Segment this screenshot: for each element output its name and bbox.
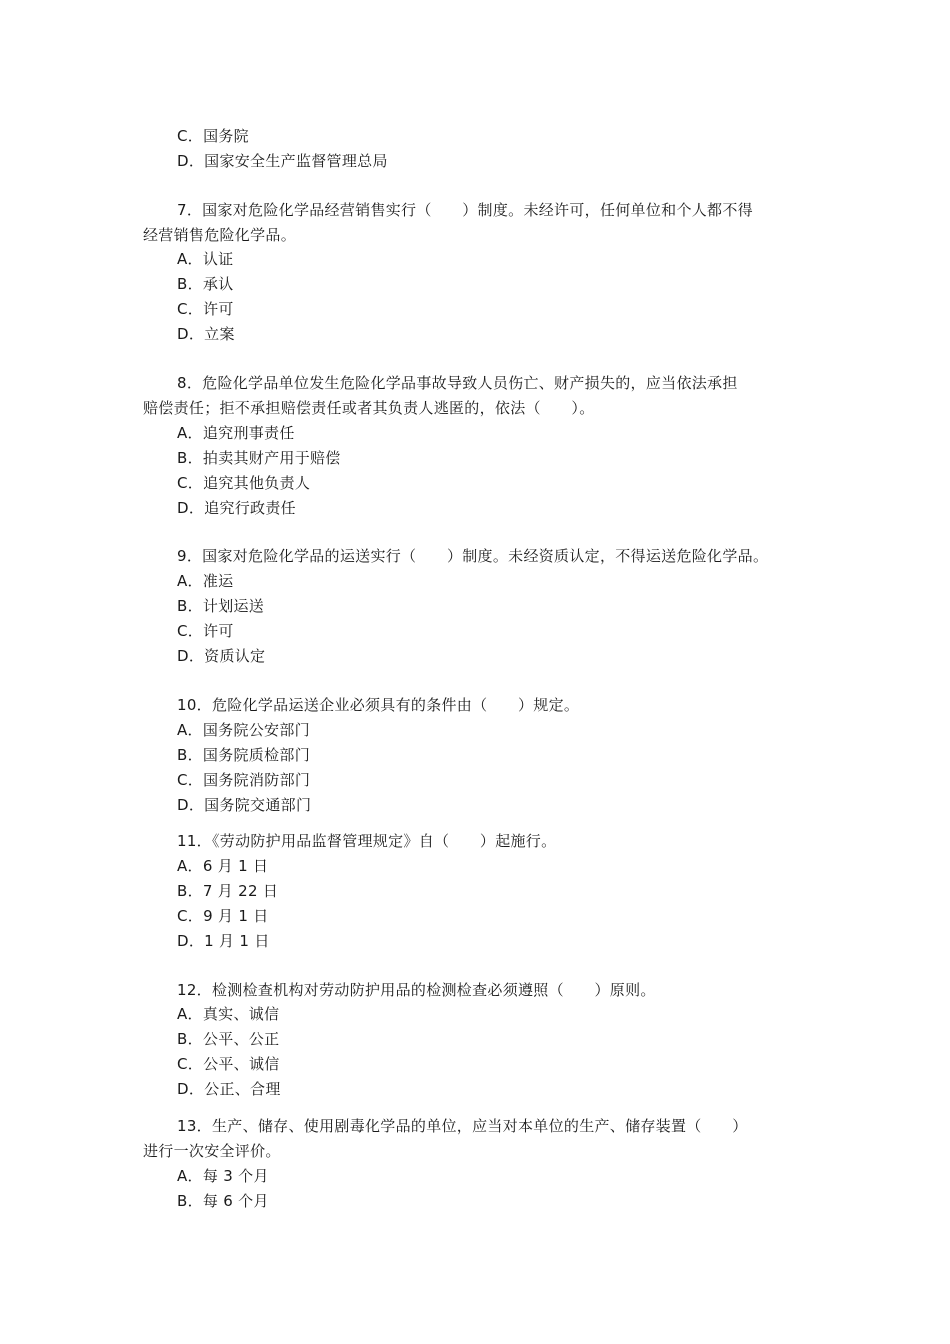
question-line: 经营销售危险化学品。: [143, 226, 297, 244]
question-line: 9．国家对危险化学品的运送实行（ ）制度。未经资质认定，不得运送危险化学品。: [177, 547, 769, 565]
option-line: C．许可: [177, 622, 234, 640]
option-line: A．每 3 个月: [177, 1167, 269, 1185]
option-line: B．承认: [177, 275, 234, 293]
option-line: D．公正、合理: [177, 1080, 281, 1098]
option-line: D．追究行政责任: [177, 499, 296, 517]
option-line: B．拍卖其财产用于赔偿: [177, 449, 341, 467]
option-line: D．国家安全生产监督管理总局: [177, 152, 388, 170]
option-line: A．准运: [177, 572, 234, 590]
option-line: D．1 月 1 日: [177, 932, 270, 950]
option-line: B．7 月 22 日: [177, 882, 279, 900]
option-line: C．许可: [177, 300, 234, 318]
option-line: B．每 6 个月: [177, 1192, 269, 1210]
option-line: A．真实、诚信: [177, 1005, 280, 1023]
question-line: 10．危险化学品运送企业必须具有的条件由（ ）规定。: [177, 696, 580, 714]
question-line: 12．检测检查机构对劳动防护用品的检测检查必须遵照（ ）原则。: [177, 981, 656, 999]
option-line: A．6 月 1 日: [177, 857, 269, 875]
question-line: 赔偿责任；拒不承担赔偿责任或者其负责人逃匿的，依法（ ）。: [143, 399, 595, 417]
option-line: B．国务院质检部门: [177, 746, 310, 764]
option-line: C．国务院消防部门: [177, 771, 311, 789]
option-line: D．资质认定: [177, 647, 266, 665]
question-line: 进行一次安全评价。: [143, 1142, 281, 1160]
option-line: C．国务院: [177, 127, 249, 145]
question-line: 8．危险化学品单位发生危险化学品事故导致人员伤亡、财产损失的，应当依法承担: [177, 374, 738, 392]
option-line: C．公平、诚信: [177, 1055, 280, 1073]
option-line: B．公平、公正: [177, 1030, 280, 1048]
option-line: D．立案: [177, 325, 235, 343]
option-line: A．认证: [177, 250, 234, 268]
question-line: 11．《劳动防护用品监督管理规定》自（ ）起施行。: [177, 832, 557, 850]
option-line: B．计划运送: [177, 597, 265, 615]
option-line: A．国务院公安部门: [177, 721, 310, 739]
question-line: 13．生产、储存、使用剧毒化学品的单位，应当对本单位的生产、储存装置（ ）: [177, 1117, 748, 1135]
option-line: D．国务院交通部门: [177, 796, 312, 814]
option-line: C．追究其他负责人: [177, 474, 311, 492]
option-line: C．9 月 1 日: [177, 907, 269, 925]
question-line: 7．国家对危险化学品经营销售实行（ ）制度。未经许可，任何单位和个人都不得: [177, 201, 753, 219]
option-line: A．追究刑事责任: [177, 424, 295, 442]
